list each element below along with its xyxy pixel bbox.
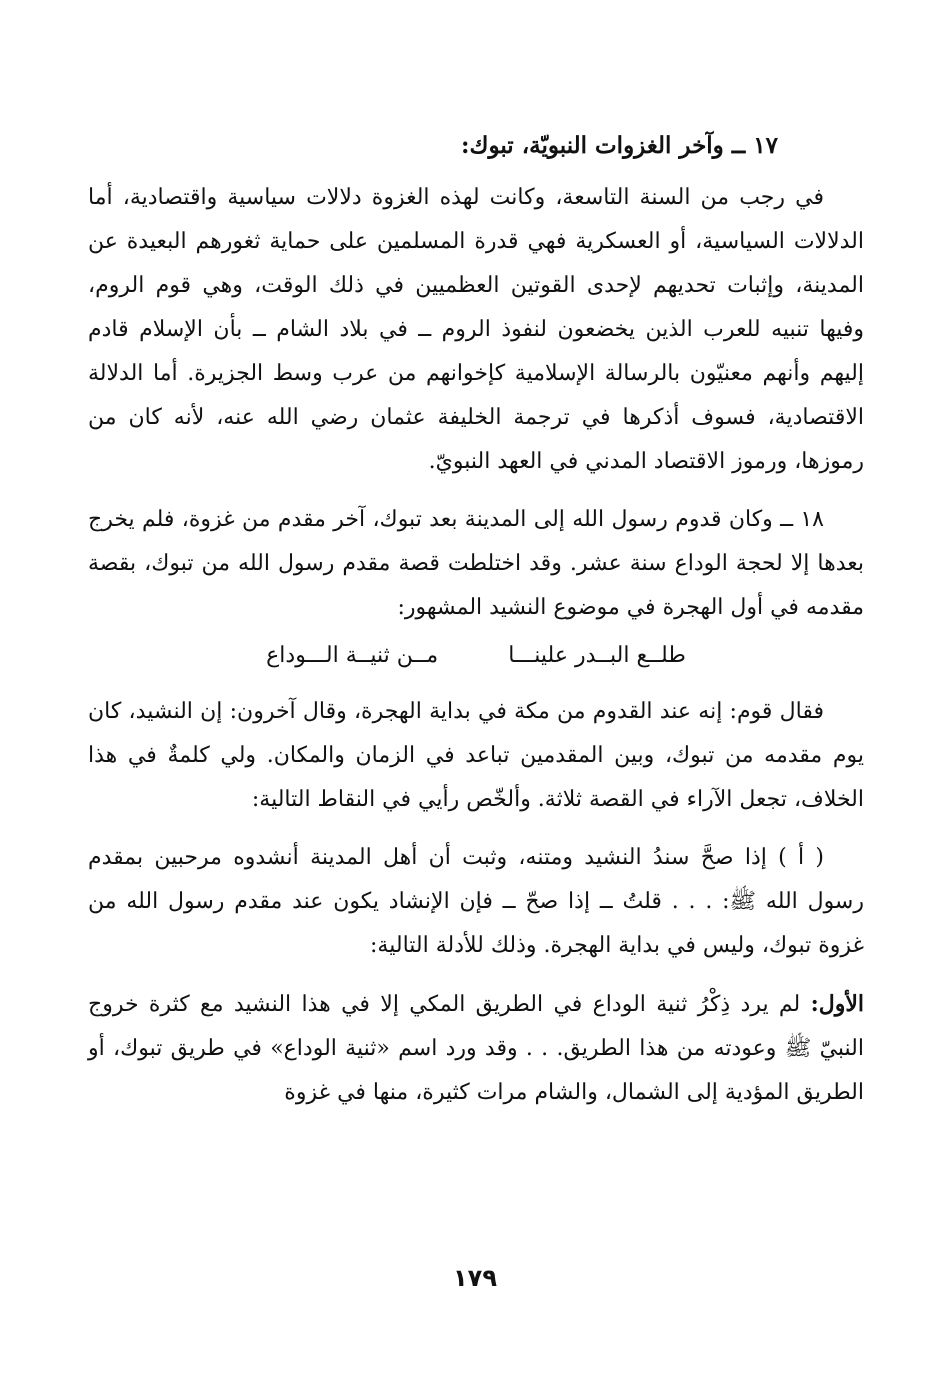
page-number: ١٧٩ <box>453 1264 497 1292</box>
paragraph-opinions: فقال قوم: إنه عند القدوم من مكة في بداية الهجرة، وقال آخرون: إن النشيد، كان يوم مقدمه من تبوك، وبين المقدمين تباعد في الزمان والمكان. ولي كلمةٌ في هذا الخلاف، تجعل الآراء في القصة ثلاثة. وألخّص رأيي في النقاط التالية: <box>88 699 864 812</box>
paragraph-tabuk-significance: في رجب من السنة التاسعة، وكانت لهذه الغزوة دلالات سياسية واقتصادية، أما الدلالات السياسية، أو العسكرية فهي قدرة المسلمين على حماية ثغورهم البعيدة عن المدينة، وإثبات تحديهم لإحدى القوتين العظميين في ذلك الوقت، وهي قوم الروم، وفيها تنبيه للعرب الذين يخضعون لنفوذ الروم ــ في بلاد الشام ــ بأن الإسلام قادم إليهم وأنهم معنيّون بالرسالة الإسلامية كإخوانهم من عرب وسط الجزيرة. أما الدلالة الاقتصادية، فسوف أذكرها في ترجمة الخليفة عثمان رضي الله عنه، لأنه كان من رموزها، ورموز الاقتصاد المدني في العهد النبويّ. <box>88 185 864 474</box>
paragraph-point-a: ( أ ) إذا صحَّ سندُ النشيد ومتنه، وثبت أن أهل المدينة أنشدوه مرحبين بمقدم رسول الله ﷺ: . . . قلتُ ــ إذا صحّ ــ فإن الإنشاد يكون عند مقدم رسول الله من غزوة تبوك، وليس في بداية الهجرة. وذلك للأدلة التالية: <box>88 845 864 958</box>
paragraph-first-evidence <box>88 982 864 1115</box>
first-evidence-text: لم يرد ذِكْرُ ثنية الوداع في الطريق المكي إلا في هذا النشيد مع كثرة خروج النبيّ ﷺ وعودته من هذا الطريق. . . وقد ورد اسم «ثنية الوداع» في طريق تبوك، أو الطريق المؤدية إلى الشمال، والشام مرات كثيرة، منها في غزوة <box>88 992 864 1105</box>
first-evidence-label: الأول: <box>810 991 864 1017</box>
page-body <box>88 124 864 1115</box>
paragraph-return-from-tabuk: ١٨ ــ وكان قدوم رسول الله إلى المدينة بعد تبوك، آخر مقدم من غزوة، فلم يخرج بعدها إلا لحجة الوداع سنة عشر. وقد اختلطت قصة مقدم رسول الله من تبوك، بقصة مقدمه في أول الهجرة في موضوع النشيد المشهور: <box>88 507 864 620</box>
section-heading: ١٧ ــ وآخر الغزوات النبويّة، تبوك: <box>461 132 778 159</box>
poem-verse <box>88 632 864 680</box>
verse-second-hemistich: مــن ثنيــة الـــوداع <box>266 643 439 668</box>
verse-first-hemistich: طلــع البــدر علينـــا <box>508 643 686 668</box>
